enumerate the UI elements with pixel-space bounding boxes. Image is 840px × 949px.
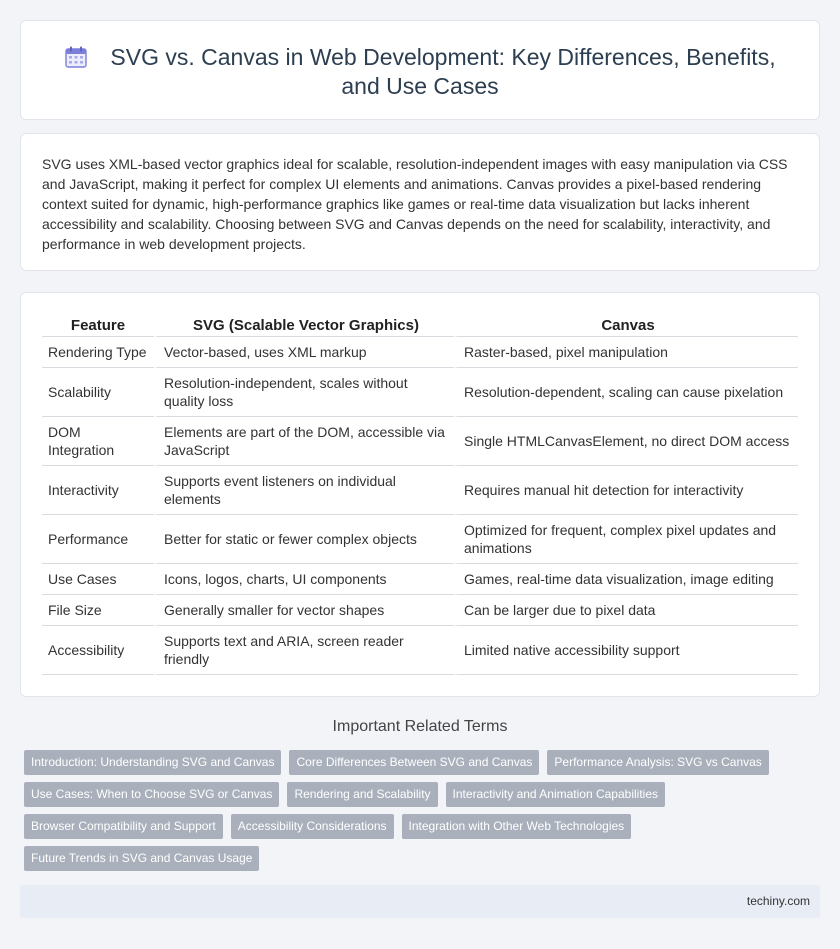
comparison-table: [42, 309, 798, 675]
header-svg: SVG (Scalable Vector Graphics): [154, 309, 454, 337]
calendar-icon: [64, 45, 88, 69]
canvas-cell: Requires manual hit detection for interactivity: [454, 466, 798, 515]
canvas-cell: Can be larger due to pixel data: [454, 595, 798, 626]
tag-row: [24, 846, 824, 878]
svg-cell: Icons, logos, charts, UI components: [154, 564, 454, 595]
table-row: [42, 515, 798, 564]
related-term-tag[interactable]: Use Cases: When to Choose SVG or Canvas: [24, 782, 279, 807]
table-row: [42, 626, 798, 675]
footer: [20, 885, 820, 918]
table-row: [42, 564, 798, 595]
related-term-tag[interactable]: Rendering and Scalability: [287, 782, 437, 807]
tag-row: [24, 750, 824, 782]
tag-row: [24, 782, 824, 814]
canvas-cell: Single HTMLCanvasElement, no direct DOM access: [454, 417, 798, 466]
feature-cell: DOM Integration: [42, 417, 154, 466]
table-row: [42, 466, 798, 515]
intro-card: [20, 133, 820, 271]
svg-cell: Vector-based, uses XML markup: [154, 337, 454, 368]
feature-cell: File Size: [42, 595, 154, 626]
feature-cell: Scalability: [42, 368, 154, 417]
feature-cell: Interactivity: [42, 466, 154, 515]
header-canvas: Canvas: [454, 309, 798, 337]
feature-cell: Rendering Type: [42, 337, 154, 368]
header-feature: Feature: [42, 309, 154, 337]
table-row: [42, 417, 798, 466]
canvas-cell: Games, real-time data visualization, image editing: [454, 564, 798, 595]
related-term-tag[interactable]: Performance Analysis: SVG vs Canvas: [547, 750, 768, 775]
svg-cell: Generally smaller for vector shapes: [154, 595, 454, 626]
page-title: SVG vs. Canvas in Web Development: Key Differences, Benefits, and Use Cases: [110, 44, 776, 99]
page-title-wrap: [61, 43, 779, 101]
footer-site-link[interactable]: techiny.com: [746, 894, 810, 908]
comparison-card: [20, 292, 820, 697]
related-terms-heading: Important Related Terms: [332, 718, 508, 735]
table-row: [42, 337, 798, 368]
canvas-cell: Raster-based, pixel manipulation: [454, 337, 798, 368]
table-row: [42, 595, 798, 626]
canvas-cell: Optimized for frequent, complex pixel updates and animations: [454, 515, 798, 564]
table-row: [42, 368, 798, 417]
feature-cell: Performance: [42, 515, 154, 564]
svg-cell: Resolution-independent, scales without quality loss: [154, 368, 454, 417]
intro-paragraph: SVG uses XML-based vector graphics ideal for scalable, resolution-independent images with easy manipulation via CSS and JavaScript, making it perfect for complex UI elements and animations. Canvas provides a pixel-based rendering context suited for dynamic, high-performance graphics like games or real-time data visualization but lacks inherent accessibility and scalability. Choosing between SVG and Canvas depends on the need for scalability, interactivity, and performance in web development projects.: [42, 156, 788, 252]
related-terms-list: [24, 750, 824, 878]
table-header-row: [42, 309, 798, 337]
related-term-tag[interactable]: Introduction: Understanding SVG and Canvas: [24, 750, 281, 775]
feature-cell: Accessibility: [42, 626, 154, 675]
related-term-tag[interactable]: Future Trends in SVG and Canvas Usage: [24, 846, 259, 871]
canvas-cell: Resolution-dependent, scaling can cause pixelation: [454, 368, 798, 417]
tag-row: [24, 814, 824, 846]
related-term-tag[interactable]: Interactivity and Animation Capabilities: [446, 782, 665, 807]
related-term-tag[interactable]: Integration with Other Web Technologies: [402, 814, 632, 839]
canvas-cell: Limited native accessibility support: [454, 626, 798, 675]
title-card: [20, 20, 820, 120]
svg-cell: Supports text and ARIA, screen reader friendly: [154, 626, 454, 675]
related-term-tag[interactable]: Browser Compatibility and Support: [24, 814, 223, 839]
svg-cell: Supports event listeners on individual elements: [154, 466, 454, 515]
feature-cell: Use Cases: [42, 564, 154, 595]
svg-cell: Elements are part of the DOM, accessible via JavaScript: [154, 417, 454, 466]
related-term-tag[interactable]: Accessibility Considerations: [231, 814, 394, 839]
related-term-tag[interactable]: Core Differences Between SVG and Canvas: [289, 750, 539, 775]
svg-cell: Better for static or fewer complex objects: [154, 515, 454, 564]
